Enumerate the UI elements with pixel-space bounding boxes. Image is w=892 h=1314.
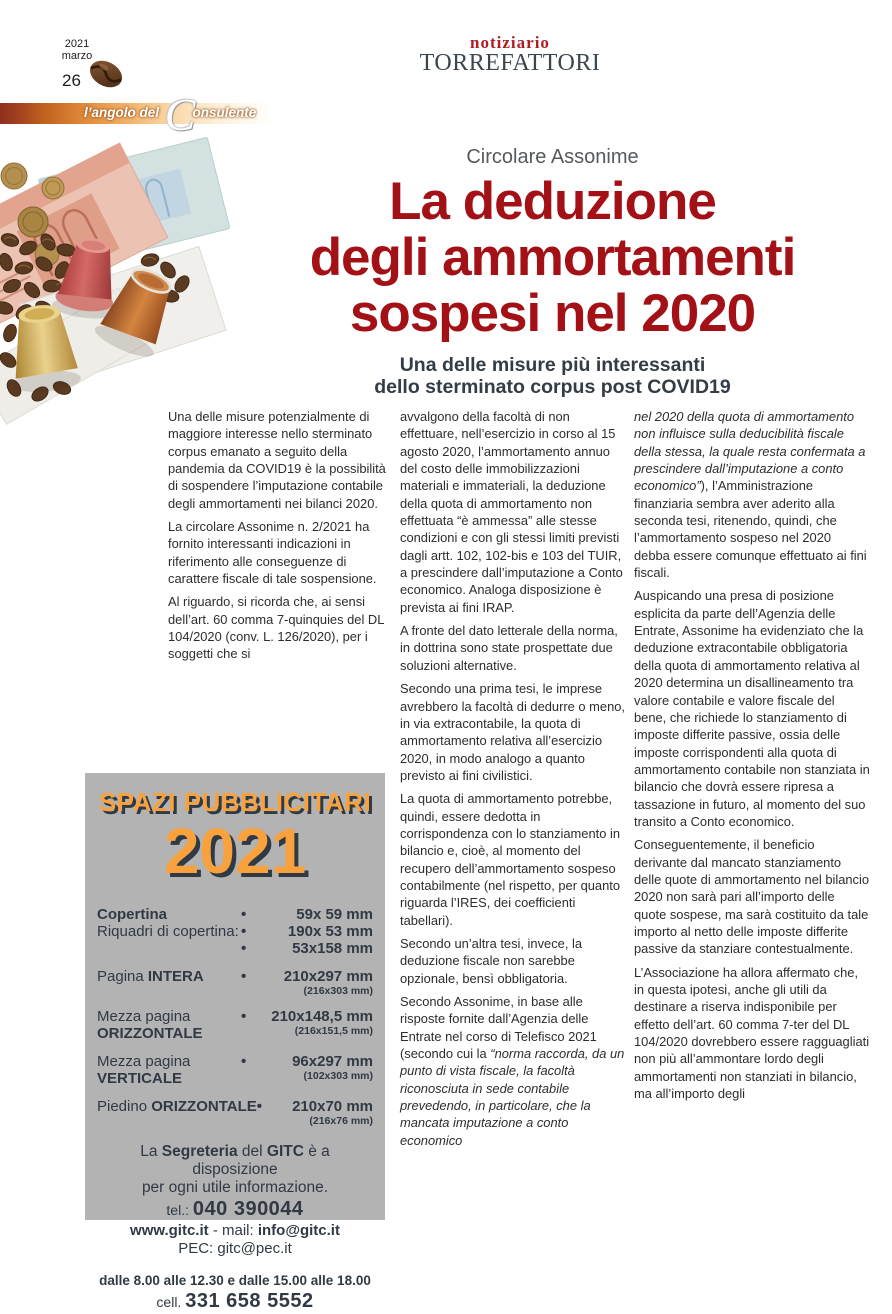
article-paragraph xyxy=(168,408,394,512)
text-segment: del xyxy=(237,1143,267,1160)
article-paragraph xyxy=(634,587,870,830)
contact-line xyxy=(97,1222,373,1240)
text-segment: A fronte del dato letterale della norma, in dottrina sono state prospettate due soluzioni alternative. xyxy=(400,623,618,673)
bullet-icon: • xyxy=(256,1098,263,1115)
ad-size-value xyxy=(241,923,373,940)
bullet-icon: • xyxy=(241,940,247,957)
text-segment: Mezza pagina xyxy=(97,1008,191,1025)
page-number: 26 xyxy=(62,71,81,90)
ad-size-group xyxy=(97,1053,373,1087)
text-segment: Mezza pagina xyxy=(97,1053,191,1070)
text-segment: Copertina xyxy=(97,906,168,923)
ad-label xyxy=(97,906,241,923)
text-segment: L’Associazione ha allora affermato che, in questa ipotesi, anche gli utili da destinare a riserva indisponibile per effetto dell’art. 60 comma 7-ter del DL 104/2020 dovrebbero essere ragguagliati non più all’ammontare lordo degli ammortamenti non stanziati in bilancio, ma all’importo degli xyxy=(634,964,870,1102)
text-segment: tel.: xyxy=(166,1202,193,1218)
article-column-3 xyxy=(634,408,870,1108)
text-segment: - mail: xyxy=(208,1222,258,1239)
ad-size-value xyxy=(241,1053,373,1070)
text-segment: La xyxy=(140,1143,162,1160)
ad-values xyxy=(241,1053,373,1087)
contact-line xyxy=(97,1289,373,1314)
text-segment: Auspicando una presa di posizione esplicita da parte dell’Agenzia delle Entrate, Assonime ha evidenziato che la deduzione extracontabile obbligatoria della quota di ammortamento relativa al 2020 determina un disallineamento tra valore contabile e valore fiscale del bene, che richiede lo stanziamento di imposte differite passive, ossia delle imposte corrispondenti alla quota di ammortamento contabile non stanziata in bilancio che dovrà essere ripresa a tassazione in futuro, al momento del suo transito a Conto economico. xyxy=(634,588,870,829)
ad-size-subtext: (216x76 mm) xyxy=(309,1115,373,1127)
text-segment: GITC xyxy=(266,1143,304,1160)
ad-label xyxy=(97,1008,241,1025)
ad-size-group xyxy=(97,906,373,957)
text-segment: www.gitc.it xyxy=(130,1222,209,1239)
article-paragraph xyxy=(634,964,870,1103)
text-segment: “norma raccorda, da un punto di vista fiscale, la facoltà riconosciuta in sede contabile prevedendo, in particolare, che la mancata imputazione a conto economico xyxy=(400,1046,625,1148)
ad-size-text: 210x297 mm xyxy=(283,968,373,985)
bullet-icon: • xyxy=(241,1008,247,1025)
text-segment: Secondo un’altra tesi, invece, la deduzione fiscale non sarebbe opzionale, bensì obbligatoria. xyxy=(400,935,583,986)
ad-size-group xyxy=(97,1098,373,1127)
article-kicker: Circolare Assonime xyxy=(466,146,639,168)
coffee-bean-icon xyxy=(84,50,128,98)
ad-label xyxy=(97,1025,241,1042)
text-segment: ), l’Amministrazione finanziaria sembra aver aderito alla seconda tesi, ritenendo, quindi, che l’ammortamento sospeso nel 2020 debba essere comunque effettuato ai fini fiscali. xyxy=(634,478,867,581)
ad-size-value xyxy=(241,1008,373,1025)
bullet-icon: • xyxy=(241,968,247,985)
bullet-icon: • xyxy=(241,923,247,940)
ad-size-text: 210x148,5 mm xyxy=(271,1008,373,1025)
ad-size-text: 210x70 mm xyxy=(292,1098,373,1115)
title-line-3: sospesi nel 2020 xyxy=(349,284,756,343)
ad-labels xyxy=(97,1053,241,1087)
issue-year: 2021 xyxy=(64,38,90,50)
ad-size-subtext: (216x151,5 mm) xyxy=(294,1025,373,1037)
article-paragraph xyxy=(400,408,628,616)
text-segment: Pagina xyxy=(97,968,148,985)
ad-labels xyxy=(97,1008,241,1042)
text-segment: info@gitc.it xyxy=(257,1222,340,1239)
cover-photo xyxy=(0,138,222,423)
adbox-groups xyxy=(97,906,373,1127)
text-segment: PEC: gitc@pec.it xyxy=(178,1240,292,1257)
ad-labels xyxy=(97,906,241,957)
ad-label xyxy=(97,968,241,985)
ad-label xyxy=(97,1053,241,1070)
text-segment: 040 390044 xyxy=(192,1198,304,1220)
banner-prefix: l’angolo del xyxy=(84,105,160,120)
text-segment: La quota di ammortamento potrebbe, quindi, essere dedotta in corrispondenza con lo stanziamento in bilancio e, cioè, al momento del recupero dell’ammortamento sospeso contabilmente (nel rispetto, per quanto riguarda l’IRES, dei coefficienti tabellari). xyxy=(400,791,620,928)
contact-line xyxy=(97,1197,373,1222)
text-segment: 331 658 5552 xyxy=(185,1290,314,1312)
article-paragraph xyxy=(400,790,628,929)
ad-values xyxy=(241,1008,373,1042)
text-segment: Segreteria xyxy=(161,1143,238,1160)
logo-torrefattori: TORREFATTORI xyxy=(419,50,601,76)
title-line-2: degli ammortamenti xyxy=(309,228,796,287)
ad-size-value xyxy=(241,940,373,957)
contact-line xyxy=(97,1272,373,1289)
text-segment: è a disposizione xyxy=(192,1143,330,1178)
contact-line xyxy=(97,1143,373,1179)
article-paragraph xyxy=(400,622,628,674)
ad-size-text: 190x 53 mm xyxy=(287,923,373,940)
ad-values xyxy=(241,968,373,997)
ad-size-value xyxy=(257,1098,373,1115)
article-paragraph xyxy=(400,680,628,784)
ad-size-text: 53x158 mm xyxy=(292,940,373,957)
ad-size-value xyxy=(241,906,373,923)
text-segment: Una delle misure potenzialmente di maggiore interesse nello sterminato corpus emanato a seguito della pandemia da COVID19 è la possibilità di sospendere l’imputazione contabile degli ammortamenti nei bilanci 2020. xyxy=(168,409,386,511)
text-segment: Piedino xyxy=(97,1098,152,1115)
ad-size-subtext: (102x303 mm) xyxy=(303,1070,373,1082)
text-segment: avvalgono della facoltà di non effettuare, nell’esercizio in corso al 15 agosto 2020, l’ammortamento annuo del costo delle immobilizzazioni materiali e immateriali, la deduzione della quota di ammortamento non effettuata “è ammessa” alle stesse condizioni e con gli stessi limiti previsti dagli artt. 102, 102-bis e 103 del TUIR, a prescindere dall’imputazione a Conto economico. Analoga disposizione è prevista ai fini IRAP. xyxy=(400,409,623,615)
text-segment: Secondo una prima tesi, le imprese avrebbero la facoltà di dedurre o meno, in via extracontabile, la quota di ammortamento relativa all’esercizio 2020, in modo analogo a quanto previsto ai fini civilistici. xyxy=(400,681,626,783)
text-segment: ORIZZONTALE xyxy=(151,1098,257,1115)
ad-label xyxy=(97,923,241,940)
ad-label xyxy=(97,1098,257,1115)
logo-notiziario: notiziario xyxy=(470,33,550,52)
subtitle-line-1: Una delle misure più interessanti xyxy=(399,354,706,376)
article-header xyxy=(225,146,880,398)
ad-size-group xyxy=(97,968,373,997)
ad-labels xyxy=(97,1098,257,1127)
bullet-icon: • xyxy=(241,1053,247,1070)
ad-values xyxy=(257,1098,373,1127)
adbox-heading: SPAZI PUBBLICITARI xyxy=(98,787,372,817)
text-segment: nel 2020 della quota di ammortamento non influisce sulla deducibilità fiscale della stessa, la quale resta confermata a prescindere dall’imputazione a conto economico” xyxy=(634,409,866,494)
article-paragraph xyxy=(634,836,870,957)
title-line-1: La deduzione xyxy=(389,172,716,231)
article-title xyxy=(225,174,880,342)
banner-rest: onsulente xyxy=(192,105,257,120)
issue-month: marzo xyxy=(61,50,93,62)
article-paragraph xyxy=(168,593,394,662)
magazine-logo xyxy=(390,34,630,75)
article-paragraph xyxy=(400,993,628,1149)
article-column-2 xyxy=(400,408,628,1155)
text-segment: La circolare Assonime n. 2/2021 ha fornito interessanti indicazioni in riferimento alle conseguenze di carattere fiscale di tale sospensione. xyxy=(168,519,377,587)
adbox-contact xyxy=(97,1143,373,1314)
article-paragraph xyxy=(634,408,870,581)
contact-line xyxy=(97,1240,373,1258)
text-segment: Al riguardo, si ricorda che, ai sensi dell’art. 60 comma 7-quinquies del DL 104/2020 (conv. L. 126/2020), per i soggetti che si xyxy=(168,594,384,662)
text-segment: dalle 8.00 alle 12.30 e dalle 15.00 alle 18.00 xyxy=(99,1273,371,1288)
text-segment: Riquadri di copertina: xyxy=(97,923,239,940)
section-banner xyxy=(0,89,272,140)
article-paragraph xyxy=(168,518,394,587)
article-subtitle xyxy=(225,354,880,398)
bullet-icon: • xyxy=(241,906,247,923)
text-segment: Secondo Assonime, in base alle risposte fornite dall’Agenzia delle Entrate nel corso di Telefisco 2021 (secondo cui la xyxy=(400,994,597,1062)
subtitle-line-2: dello sterminato corpus post COVID19 xyxy=(374,376,731,398)
article-paragraph xyxy=(400,935,628,987)
text-segment: per ogni utile informazione. xyxy=(141,1179,329,1196)
text-segment: cell. xyxy=(156,1294,186,1310)
article-column-1 xyxy=(168,408,394,669)
ad-values xyxy=(241,906,373,957)
contact-line xyxy=(97,1179,373,1197)
banner-title: l’angolo del Consulente xyxy=(84,89,257,140)
advertising-box xyxy=(85,773,385,1312)
ad-size-text: 96x297 mm xyxy=(292,1053,373,1070)
text-segment: Conseguentemente, il beneficio derivante dal mancato stanziamento delle quote di ammortamento nel bilancio 2020 non sarà pari all’importo delle quote sospese, ma sarà costituito da tale importo al netto delle imposte differite passive da stanziare contestualmente. xyxy=(634,837,870,957)
text-segment: VERTICALE xyxy=(97,1070,183,1087)
ad-size-value xyxy=(241,968,373,985)
adbox-year: 2021 xyxy=(163,815,307,887)
ad-size-subtext: (216x303 mm) xyxy=(303,985,373,997)
ad-size-group xyxy=(97,1008,373,1042)
ad-labels xyxy=(97,968,241,997)
text-segment: ORIZZONTALE xyxy=(97,1025,203,1042)
ad-size-text: 59x 59 mm xyxy=(296,906,373,923)
ad-label xyxy=(97,1070,241,1087)
text-segment: INTERA xyxy=(147,968,204,985)
